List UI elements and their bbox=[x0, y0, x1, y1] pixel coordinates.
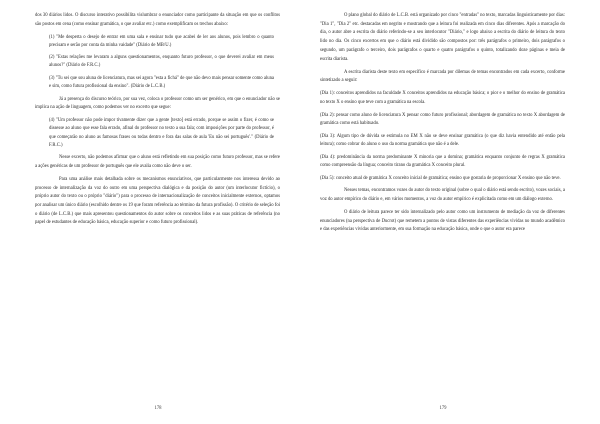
paragraph-voices: Nesses temas, encontramos vozes do autor do texto original (sobre o qual o diário está sendo escrito), vozes sociais, a voz do autor empírico do diário e, em vários momentos, a voz do autor empírico é explicitada como em um diálogo externo. bbox=[320, 188, 565, 202]
paragraph-mediation: O diário de leitura parece ter sido internalizado pelo autor como um instrumento de mediação da voz de diferentes enunciadores (na perspectiva de Ducrot) que remetem a pontos de vistas diferentes das experiências vividas no mundo acadêmico e das experiências vividas anteriormente, em sua formação na educação básica, onde o que o autor era parece bbox=[320, 209, 565, 233]
list-item-day-2: (Dia 2): pensar como aluno de licenciatura X pensar como futuro profissional; abordagem de gramática no texto X abordagem de gramática como está habituado. bbox=[320, 112, 565, 127]
page-number-left: 178 bbox=[154, 406, 162, 411]
page-number-right: 179 bbox=[439, 406, 447, 411]
paragraph-excerpt-analysis: Nesse excerto, não podemos afirmar que o aluno está refletindo em sua posição como futuro professor, mas se refere a ações genéricas de um professor de português que ele avalia como não deve o ser. bbox=[35, 155, 280, 169]
quote-1: (1) "Me desperta o desejo de entrar em uma sala e ensinar tudo que acabei de ler aos alunos, pois lembro o quanto precisam e serão por conta da minha vaidade" (Diário de MB/U.) bbox=[49, 34, 274, 48]
paragraph-diary-writing: A escrita diarista deste texto em específico é marcada por dilemas de temas encontrados em cada excerto, conforme sintetizado a seguir: bbox=[320, 69, 565, 84]
quote-2: (2) "Estas relações me levaram a alguns questionamentos, enquanto futuro professor, o que deverei avaliar em meus alunos?" (Diário de F.R.C.) bbox=[49, 55, 274, 69]
paragraph-global-plan: O plano global do diário de L.C.B. está organizado por cinco "entradas" no texto, marcadas linguisticamente por dias: "Dia 1", "Dia 2" etc. destacadas em negrito e mostrando que a leitura foi realizada em cinco dias diferentes. Após a marcação do dia, o autor abre a escrita do diário referindo-se a seu interlocutor "Diário," e logo abaixo a escrita do diário de leitura do texto lido no dia. Os cinco excertos em que o diário está dividido são compostos por: três parágrafos o primeiro, dois parágrafos o segundo, um parágrafo o terceiro, dois parágrafos o quarto e quatro parágrafos o quinto, totalizando doze páginas e meia de escrita diarista. bbox=[320, 13, 565, 62]
paragraph-method: Para uma análise mais detalhada sobre os mecanismos enunciativos, que particularmente nos interessa devido ao processo de internalização da voz do outro em uma perspectiva dialógica e da posição do autor (um interlocutor fictício), o próprio autor do texto ou o próprio "diário") para o processo de internacionalização de conceitos inicialmente externos, optamos por analisar um único diário (escolhido dentre os 19 que foram referência ao término da futura profissão). O critério de seleção foi o diário (de L.C.B.) que mais apresentou questionamentos do autor sobre os conceitos lidos e as suas práticas de referência (no papel de estudantes de educação básica, educação superior e como futuro profissional). bbox=[35, 176, 280, 226]
left-page bbox=[35, 12, 280, 422]
right-page bbox=[320, 12, 565, 422]
list-item-day-3: (Dia 3): Algum tipo de dúvida se estimula no EM X não se deve ensinar gramática (o que diz havia entendido até então pela leitura); como cobrar do aluno o uso da norma gramática que não é a dele. bbox=[320, 133, 565, 148]
list-item-day-5: (Dia 5): conceito atual de gramática X conceito inicial de gramática; ensino que gostaria de proporcionar X ensino que não teve. bbox=[320, 175, 561, 181]
paragraph-theoretical-discourse: Já a presença do discurso teórico, por sua vez, coloca o professor como um ser genérico, em que o enunciador não se implica na ação de linguagem, como podemos ver no excerto que segue: bbox=[35, 96, 280, 111]
quote-4: (4) "Um professor não pode impor tivamente dizer que a gente [texto] está errado, porque se assim o fizer, é como se dissesse ao aluno que esse fala errado, afinal do professor no texto a sua fala; com imposições por parte do professor, é que começarão no aluno as famosas frases ou todas dentro e fora das salas de aula 'Eu não sei português'." (Diário de F.R.C.) bbox=[49, 118, 274, 148]
list-item-day-1: (Dia 1): conceitos aprendidos na faculdade X conceitos aprendidos na educação básica; o pior e o melhor do ensino de gramática no texto X o ensino que teve com a gramática na escola. bbox=[320, 91, 565, 106]
quote-3: (3) "Tu sei que sou aluna de licenciatura, mas sei agora "esta a fichá" de que não devo mais pensar somente como aluna e sim, como futura profissional da ensino". (Diário de L.C.B.) bbox=[49, 75, 274, 90]
paragraph-intro: dos 30 diários lidos. O discurso interativo possibilita vislumbrar o enunciador como participante da situação em que os conflitos são postos em cena (como ensinar gramática, o que avaliar etc.) como exemplificam os trechos abaixo: bbox=[35, 13, 280, 27]
list-item-day-4: (Dia 4): predominância da norma predominante X minoria que a domina; gramática enquanto conjunto de regras X gramática como compreensão da língua; conceito tirano da gramática X conceito plural. bbox=[320, 154, 565, 169]
